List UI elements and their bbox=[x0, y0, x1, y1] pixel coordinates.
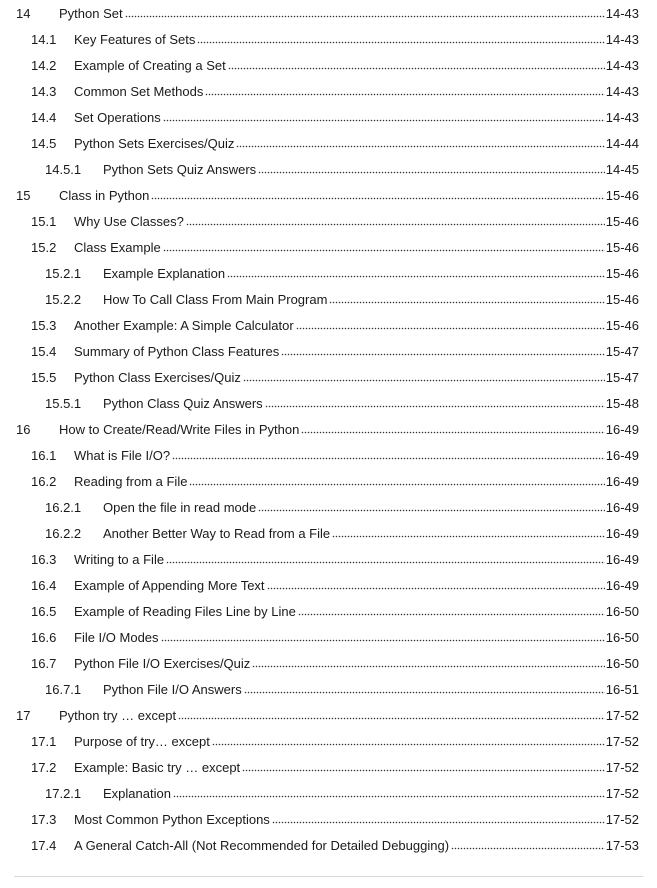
toc-dot-leader bbox=[236, 137, 604, 151]
toc-dot-leader bbox=[301, 423, 604, 437]
toc-entry[interactable] bbox=[0, 0, 657, 26]
toc-dot-leader bbox=[163, 111, 605, 125]
toc-entry-title: Open the file in read mode bbox=[103, 499, 257, 515]
toc-entry-page: 16-51 bbox=[605, 681, 639, 697]
toc-entry-title: A General Catch-All (Not Recommended for Detailed Debugging) bbox=[74, 837, 450, 853]
toc-entry-number: 16 bbox=[16, 421, 31, 437]
toc-entry[interactable] bbox=[0, 104, 657, 130]
toc-entry-page: 16-50 bbox=[605, 629, 639, 645]
toc-dot-leader bbox=[161, 631, 605, 645]
toc-entry-title: Example of Creating a Set bbox=[74, 57, 226, 73]
toc-entry[interactable] bbox=[0, 702, 657, 728]
toc-entry-page: 17-52 bbox=[605, 759, 639, 775]
toc-entry[interactable] bbox=[0, 624, 657, 650]
toc-dot-leader bbox=[258, 501, 605, 515]
toc-entry-number: 16.3 bbox=[31, 551, 57, 567]
toc-dot-leader bbox=[189, 475, 604, 489]
toc-entry-title: Python Sets Exercises/Quiz bbox=[74, 135, 235, 151]
toc-entry[interactable] bbox=[0, 364, 657, 390]
toc-entry-title: Another Better Way to Read from a File bbox=[103, 525, 331, 541]
toc-dot-leader bbox=[242, 761, 605, 775]
toc-entry[interactable] bbox=[0, 26, 657, 52]
toc-entry[interactable] bbox=[0, 130, 657, 156]
toc-entry-page: 15-46 bbox=[605, 265, 639, 281]
toc-dot-leader bbox=[451, 839, 605, 853]
toc-entry-number: 16.4 bbox=[31, 577, 57, 593]
toc-entry-title: Python Sets Quiz Answers bbox=[103, 161, 257, 177]
toc-entry-page: 14-43 bbox=[605, 83, 639, 99]
toc-entry-title: Python File I/O Exercises/Quiz bbox=[74, 655, 251, 671]
toc-entry-page: 16-49 bbox=[605, 499, 639, 515]
toc-entry-number: 15.5 bbox=[31, 369, 57, 385]
toc-dot-leader bbox=[166, 553, 605, 567]
toc-dot-leader bbox=[244, 683, 605, 697]
toc-dot-leader bbox=[265, 397, 605, 411]
toc-entry[interactable] bbox=[0, 338, 657, 364]
toc-dot-leader bbox=[228, 59, 605, 73]
toc-entry-title: Python File I/O Answers bbox=[103, 681, 242, 697]
toc-dot-leader bbox=[243, 371, 605, 385]
toc-entry-number: 15.3 bbox=[31, 317, 57, 333]
toc-dot-leader bbox=[178, 709, 605, 723]
toc-entry-number: 16.1 bbox=[31, 447, 57, 463]
toc-entry-number: 14.5 bbox=[31, 135, 57, 151]
toc-entry-title: Python Class Exercises/Quiz bbox=[74, 369, 241, 385]
toc-entry[interactable] bbox=[0, 416, 657, 442]
toc-entry-page: 14-44 bbox=[605, 135, 639, 151]
toc-entry[interactable] bbox=[0, 260, 657, 286]
toc-entry[interactable] bbox=[0, 832, 657, 858]
toc-entry-title: How To Call Class From Main Program bbox=[103, 291, 328, 307]
toc-entry-title: Class in Python bbox=[59, 187, 150, 203]
toc-entry[interactable] bbox=[0, 650, 657, 676]
toc-entry-title: Python Class Quiz Answers bbox=[103, 395, 263, 411]
toc-entry-number: 15.2.1 bbox=[45, 265, 82, 281]
toc-entry-page: 15-48 bbox=[605, 395, 639, 411]
toc-entry-page: 15-46 bbox=[605, 317, 639, 333]
toc-entry-number: 17.4 bbox=[31, 837, 57, 853]
toc-entry-page: 15-47 bbox=[605, 343, 639, 359]
toc-entry-number: 17.2 bbox=[31, 759, 57, 775]
toc-entry-title: Key Features of Sets bbox=[74, 31, 196, 47]
toc-entry-number: 17.3 bbox=[31, 811, 57, 827]
toc-dot-leader bbox=[197, 33, 604, 47]
toc-entry-number: 16.6 bbox=[31, 629, 57, 645]
toc-entry-number: 15.4 bbox=[31, 343, 57, 359]
toc-entry-number: 15 bbox=[16, 187, 31, 203]
toc-dot-leader bbox=[296, 319, 605, 333]
toc-entry[interactable] bbox=[0, 676, 657, 702]
toc-entry[interactable] bbox=[0, 598, 657, 624]
toc-dot-leader bbox=[252, 657, 604, 671]
toc-entry-page: 17-52 bbox=[605, 707, 639, 723]
toc-entry-number: 16.7.1 bbox=[45, 681, 82, 697]
toc-dot-leader bbox=[163, 241, 605, 255]
toc-entry[interactable] bbox=[0, 520, 657, 546]
toc-entry-title: Python Set bbox=[59, 5, 123, 21]
toc-entry-page: 15-46 bbox=[605, 213, 639, 229]
toc-entry[interactable] bbox=[0, 494, 657, 520]
toc-entry[interactable] bbox=[0, 182, 657, 208]
toc-entry-title: Summary of Python Class Features bbox=[74, 343, 280, 359]
toc-dot-leader bbox=[272, 813, 605, 827]
toc-entry-title: What is File I/O? bbox=[74, 447, 171, 463]
toc-entry[interactable] bbox=[0, 442, 657, 468]
toc-dot-leader bbox=[281, 345, 605, 359]
toc-entry[interactable] bbox=[0, 312, 657, 338]
toc-entry-number: 15.5.1 bbox=[45, 395, 82, 411]
toc-dot-leader bbox=[172, 449, 605, 463]
toc-entry-number: 16.2.1 bbox=[45, 499, 82, 515]
toc-entry-page: 16-49 bbox=[605, 447, 639, 463]
toc-entry-number: 15.1 bbox=[31, 213, 57, 229]
toc-entry-page: 16-49 bbox=[605, 421, 639, 437]
toc-entry-page: 17-52 bbox=[605, 811, 639, 827]
toc-entry-page: 17-52 bbox=[605, 785, 639, 801]
toc-entry-page: 15-46 bbox=[605, 291, 639, 307]
toc-entry-number: 16.2 bbox=[31, 473, 57, 489]
toc-dot-leader bbox=[125, 7, 605, 21]
toc-entry-title: Class Example bbox=[74, 239, 161, 255]
toc-entry-number: 16.7 bbox=[31, 655, 57, 671]
toc-entry-number: 14.1 bbox=[31, 31, 57, 47]
toc-entry[interactable] bbox=[0, 78, 657, 104]
toc-entry-title: Purpose of try… except bbox=[74, 733, 210, 749]
toc-entry[interactable] bbox=[0, 546, 657, 572]
toc-entry-page: 14-43 bbox=[605, 109, 639, 125]
toc-entry[interactable] bbox=[0, 234, 657, 260]
toc-dot-leader bbox=[151, 189, 604, 203]
page-divider bbox=[14, 876, 643, 877]
toc-entry-title: Example: Basic try … except bbox=[74, 759, 241, 775]
toc-entry[interactable] bbox=[0, 208, 657, 234]
toc-entry[interactable] bbox=[0, 52, 657, 78]
toc-entry-number: 17 bbox=[16, 707, 31, 723]
toc-entry-page: 15-46 bbox=[605, 187, 639, 203]
toc-entry-page: 16-49 bbox=[605, 473, 639, 489]
toc-entry-number: 17.1 bbox=[31, 733, 57, 749]
toc-dot-leader bbox=[329, 293, 604, 307]
toc-entry-page: 15-47 bbox=[605, 369, 639, 385]
toc-entry-number: 16.5 bbox=[31, 603, 57, 619]
toc-entry-page: 17-52 bbox=[605, 733, 639, 749]
toc-dot-leader bbox=[227, 267, 605, 281]
toc-entry-title: Most Common Python Exceptions bbox=[74, 811, 270, 827]
toc-entry-number: 14.4 bbox=[31, 109, 57, 125]
toc-entry-page: 14-45 bbox=[605, 161, 639, 177]
toc-entry[interactable] bbox=[0, 728, 657, 754]
toc-entry-title: Common Set Methods bbox=[74, 83, 204, 99]
toc-entry-number: 14.2 bbox=[31, 57, 57, 73]
toc-entry[interactable] bbox=[0, 286, 657, 312]
toc-entry-page: 16-49 bbox=[605, 525, 639, 541]
toc-entry-title: How to Create/Read/Write Files in Python bbox=[59, 421, 300, 437]
toc-dot-leader bbox=[332, 527, 605, 541]
toc-entry[interactable] bbox=[0, 806, 657, 832]
toc-dot-leader bbox=[258, 163, 605, 177]
toc-entry-page: 15-46 bbox=[605, 239, 639, 255]
toc-entry-page: 14-43 bbox=[605, 31, 639, 47]
toc-entry-title: Example of Reading Files Line by Line bbox=[74, 603, 296, 619]
toc-entry-title: Reading from a File bbox=[74, 473, 188, 489]
toc-entry-title: Why Use Classes? bbox=[74, 213, 184, 229]
toc-entry-title: Example Explanation bbox=[103, 265, 226, 281]
toc-entry-number: 17.2.1 bbox=[45, 785, 82, 801]
toc-dot-leader bbox=[186, 215, 605, 229]
toc-entry[interactable] bbox=[0, 780, 657, 806]
toc-entry-title: Another Example: A Simple Calculator bbox=[74, 317, 294, 333]
toc-dot-leader bbox=[212, 735, 605, 749]
toc-dot-leader bbox=[205, 85, 604, 99]
toc-entry-page: 17-53 bbox=[605, 837, 639, 853]
toc-entry[interactable] bbox=[0, 156, 657, 182]
toc-entry-page: 16-50 bbox=[605, 603, 639, 619]
toc-entry-title: Example of Appending More Text bbox=[74, 577, 265, 593]
toc-entry[interactable] bbox=[0, 390, 657, 416]
toc-entry[interactable] bbox=[0, 754, 657, 780]
toc-dot-leader bbox=[267, 579, 605, 593]
toc-entry-number: 15.2 bbox=[31, 239, 57, 255]
toc-entry-title: Python try … except bbox=[59, 707, 177, 723]
toc-entry-page: 16-50 bbox=[605, 655, 639, 671]
toc-entry-number: 14 bbox=[16, 5, 31, 21]
toc-entry-number: 14.5.1 bbox=[45, 161, 82, 177]
toc-entry-title: Set Operations bbox=[74, 109, 161, 125]
toc-entry-page: 16-49 bbox=[605, 551, 639, 567]
toc-entry-page: 14-43 bbox=[605, 57, 639, 73]
toc-entry[interactable] bbox=[0, 468, 657, 494]
toc-dot-leader bbox=[298, 605, 605, 619]
toc-entry-title: Explanation bbox=[103, 785, 171, 801]
toc-entry-title: File I/O Modes bbox=[74, 629, 159, 645]
toc-entry-number: 15.2.2 bbox=[45, 291, 82, 307]
toc-entry-page: 14-43 bbox=[605, 5, 639, 21]
toc-entry-number: 14.3 bbox=[31, 83, 57, 99]
toc-entry[interactable] bbox=[0, 572, 657, 598]
toc-dot-leader bbox=[173, 787, 605, 801]
toc-entry-page: 16-49 bbox=[605, 577, 639, 593]
toc-entry-title: Writing to a File bbox=[74, 551, 165, 567]
toc-entry-number: 16.2.2 bbox=[45, 525, 82, 541]
